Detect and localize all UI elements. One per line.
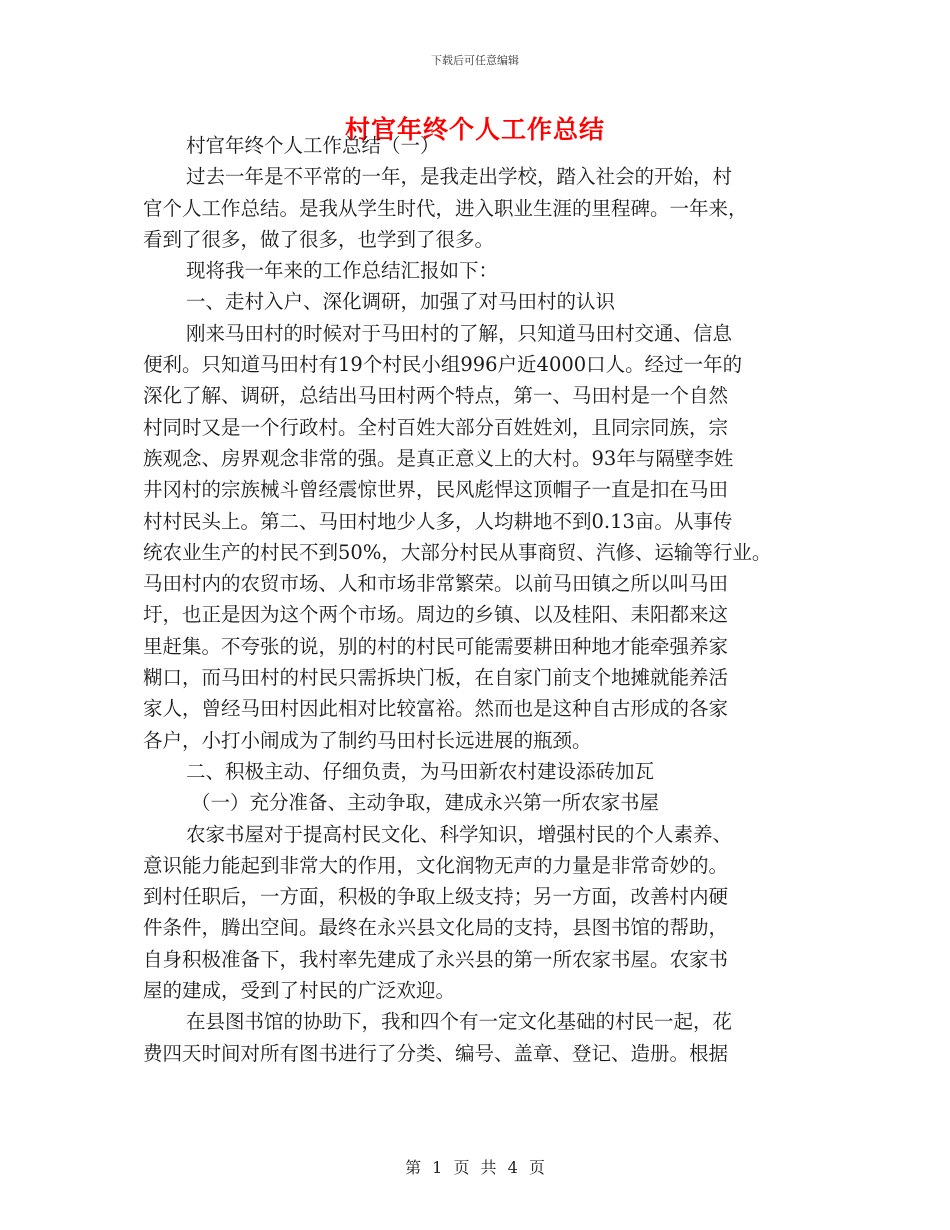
paragraph-line: 深化了解、调研，总结出马田村两个特点，第一、马田村是一个自然	[143, 384, 729, 408]
paragraph-line: 井冈村的宗族械斗曾经震惊世界，民风彪悍这顶帽子一直是扣在马田	[143, 478, 729, 502]
paragraph-line: 件条件，腾出空间。最终在永兴县文化局的支持，县图书馆的帮助，	[143, 916, 729, 940]
paragraph-line: 现将我一年来的工作总结汇报如下：	[186, 259, 499, 283]
paragraph-line: 意识能力能起到非常大的作用，文化润物无声的力量是非常奇妙的。	[143, 853, 729, 877]
section-heading: 二、积极主动、仔细负责，为马田新农村建设添砖加瓦	[186, 759, 655, 783]
paragraph-line: 刚来马田村的时候对于马田村的了解，只知道马田村交通、信息	[186, 321, 733, 345]
paragraph-line: 村村民头上。第二、马田村地少人多，人均耕地不到0.13亩。从事传	[143, 509, 733, 533]
paragraph-line: 族观念、房界观念非常的强。是真正意义上的大村。93年与隔壁李姓	[143, 446, 734, 470]
section-heading: 一、走村入户、深化调研，加强了对马田村的认识	[186, 290, 616, 314]
paragraph-line: 费四天时间对所有图书进行了分类、编号、盖章、登记、造册。根据	[143, 1041, 729, 1065]
paragraph-line: 农家书屋对于提高村民文化、科学知识，增强村民的个人素养、	[186, 822, 733, 846]
paragraph-line: 统农业生产的村民不到50%，大部分村民从事商贸、汽修、运输等行业。	[143, 540, 772, 564]
paragraph-line: 马田村内的农贸市场、人和市场非常繁荣。以前马田镇之所以叫马田	[143, 572, 729, 596]
paragraph-line: 到村任职后，一方面，积极的争取上级支持；另一方面，改善村内硬	[143, 885, 729, 909]
paragraph-line: 过去一年是不平常的一年，是我走出学校，踏入社会的开始，村	[186, 165, 733, 189]
page-header-note: 下载后可任意编辑	[431, 54, 519, 67]
paragraph-line: 糊口，而马田村的村民只需拆块门板，在自家门前支个地摊就能养活	[143, 666, 729, 690]
page-number-footer: 第 1 页 共 4 页	[405, 1158, 545, 1177]
paragraph-line: 里赶集。不夸张的说，别的村的村民可能需要耕田种地才能牵强养家	[143, 634, 729, 658]
document-title: 村官年终个人工作总结	[344, 115, 605, 144]
paragraph-line: 屋的建成，受到了村民的广泛欢迎。	[143, 979, 456, 1003]
paragraph-line: 官个人工作总结。是我从学生时代，进入职业生涯的里程碑。一年来，	[143, 196, 748, 220]
paragraph-line: 看到了很多，做了很多，也学到了很多。	[143, 227, 495, 251]
paragraph-line: 村同时又是一个行政村。全村百姓大部分百姓姓刘，且同宗同族，宗	[143, 415, 729, 439]
paragraph-line: 各户，小打小闹成为了制约马田村长远进展的瓶颈。	[143, 728, 592, 752]
document-body	[143, 130, 833, 1069]
paragraph-line: 家人，曾经马田村因此相对比较富裕。然而也是这种自古形成的各家	[143, 697, 729, 721]
subsection-heading: （一）充分准备、主动争取，建成永兴第一所农家书屋	[191, 791, 660, 815]
paragraph-line: 圩，也正是因为这个两个市场。周边的乡镇、以及桂阳、耒阳都来这	[143, 603, 729, 627]
subtitle-line: 村官年终个人工作总结（一）	[186, 134, 440, 157]
paragraph-line: 自身积极准备下，我村率先建成了永兴县的第一所农家书屋。农家书	[143, 947, 729, 971]
paragraph-line: 便利。只知道马田村有19个村民小组996户近4000口人。经过一年的	[143, 353, 743, 377]
paragraph-line: 在县图书馆的协助下，我和四个有一定文化基础的村民一起，花	[186, 1010, 733, 1034]
